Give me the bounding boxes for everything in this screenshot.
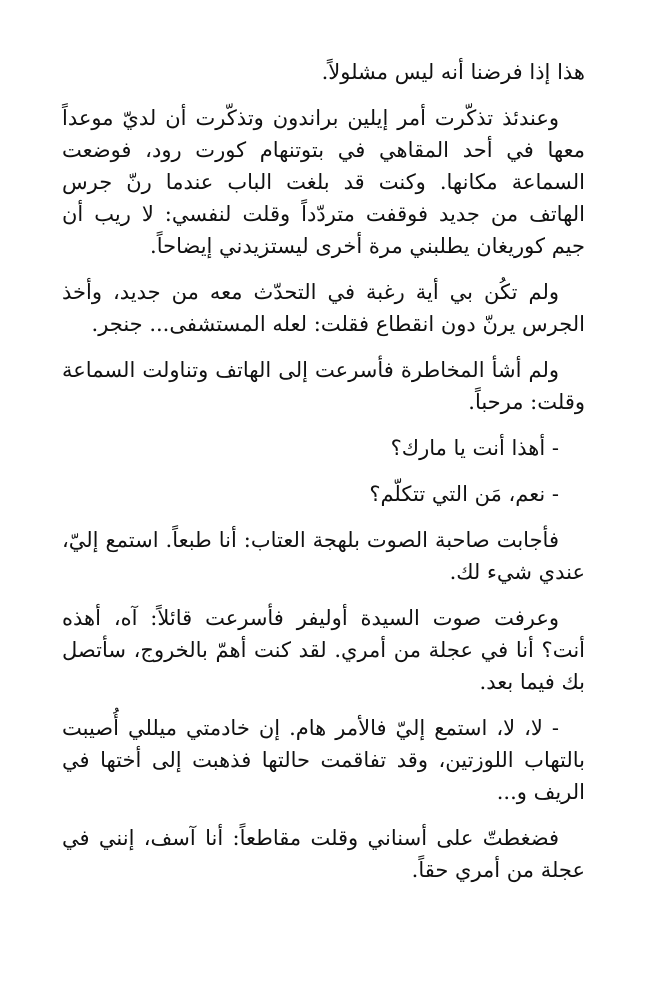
paragraph-5: فأجابت صاحبة الصوت بلهجة العتاب: أنا طبعاً. استمع إليّ، عندي شيء لك. xyxy=(62,528,585,584)
paragraph-1: هذا إذا فرضنا أنه ليس مشلولاً. xyxy=(321,60,585,84)
paragraph-4: ولم أشأ المخاطرة فأسرعت إلى الهاتف وتناولت السماعة وقلت: مرحباً. xyxy=(62,358,585,414)
paragraph-3: ولم تكُن بي أية رغبة في التحدّث معه من جديد، وأخذ الجرس يرنّ دون انقطاع فقلت: لعله المستشفى... جنجر. xyxy=(62,280,585,336)
paragraph-2: وعندئذ تذكّرت أمر إيلين براندون وتذكّرت أن لديّ موعداً معها في أحد المقاهي في بتوتنهام كورت رود، فوضعت السماعة مكانها. وكنت قد بلغت الباب عندما رنّ جرس الهاتف من جديد فوقفت متردّداً وقلت لنفسي: لا ريب أن جيم كوريغان يطلبني مرة أخرى ليستزيدني إيضاحاً. xyxy=(62,106,585,258)
paragraph-7: فضغطتّ على أسناني وقلت مقاطعاً: أنا آسف، إنني في عجلة من أمري حقاً. xyxy=(62,826,585,882)
paragraph-6: وعرفت صوت السيدة أوليفر فأسرعت قائلاً: آه، أهذه أنت؟ أنا في عجلة من أمري. لقد كنت أهمّ بالخروج، سأتصل بك فيما بعد. xyxy=(62,606,585,694)
dialogue-line-3: - لا، لا، استمع إليّ فالأمر هام. إن خادمتي ميللي أُصيبت بالتهاب اللوزتين، وقد تفاقمت حالتها فذهبت إلى أختها في الريف و... xyxy=(62,716,585,804)
dialogue-line-1: - أهذا أنت يا مارك؟ xyxy=(390,436,559,460)
dialogue-line-2: - نعم، مَن التي تتكلّم؟ xyxy=(369,482,559,506)
